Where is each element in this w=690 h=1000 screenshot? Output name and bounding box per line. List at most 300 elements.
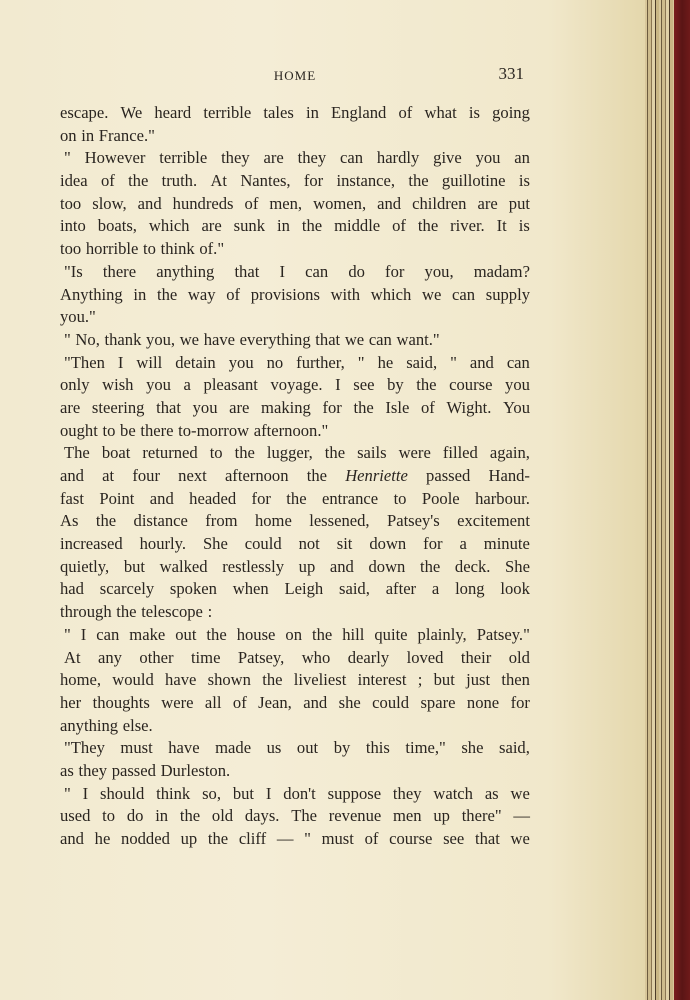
- word: of: [398, 103, 413, 122]
- word: for: [303, 171, 324, 191]
- word: middle: [334, 216, 381, 236]
- word: but: [433, 670, 455, 690]
- word: sails: [357, 443, 387, 463]
- word: She: [202, 534, 228, 554]
- word: have: [165, 670, 197, 690]
- word: Point: [99, 488, 135, 508]
- word: which: [370, 284, 412, 304]
- word: be: [120, 420, 136, 440]
- word: Durleston.: [160, 760, 231, 780]
- word: time: [190, 647, 221, 667]
- word: fast: [60, 488, 84, 508]
- word: there: [140, 420, 174, 440]
- word: could: [372, 692, 410, 712]
- word: the: [156, 284, 178, 304]
- word: we: [344, 329, 365, 349]
- word: look: [500, 579, 530, 599]
- word: do: [126, 806, 144, 826]
- word: had: [60, 579, 84, 599]
- word: in: [305, 103, 319, 122]
- word: have: [168, 738, 200, 758]
- word: made: [215, 738, 252, 758]
- word: I: [265, 783, 272, 803]
- word: were: [161, 692, 194, 712]
- word: old: [211, 806, 234, 826]
- word: we: [179, 329, 200, 349]
- word: Nantes,: [240, 171, 291, 191]
- word: can: [452, 284, 476, 304]
- word: just: [466, 670, 491, 690]
- word: As: [60, 511, 79, 531]
- word: a: [431, 579, 440, 599]
- word: you: [475, 148, 501, 168]
- word: she: [338, 692, 361, 712]
- word: out: [296, 738, 319, 758]
- word: and: [469, 352, 494, 372]
- word: Anything: [60, 284, 123, 304]
- word: of: [100, 171, 115, 191]
- word: up: [433, 806, 450, 826]
- word: the: [234, 443, 255, 463]
- word: on: [285, 624, 302, 644]
- word: watch: [433, 783, 473, 803]
- word: any: [98, 647, 122, 667]
- word: to-morrow: [178, 420, 250, 440]
- word: to: [143, 239, 156, 259]
- word: liveliest: [293, 670, 347, 690]
- word: who: [301, 647, 331, 667]
- word: of: [244, 193, 259, 213]
- word: else.: [122, 715, 153, 735]
- word: excitement: [457, 511, 530, 531]
- word: :: [207, 602, 213, 622]
- word: women,: [313, 193, 367, 213]
- word: further,: [296, 352, 345, 372]
- text-line: [60, 488, 530, 511]
- word: Patsey's: [386, 511, 440, 531]
- word: in: [133, 284, 147, 304]
- word: wish: [102, 375, 134, 395]
- text-line: [60, 624, 530, 647]
- word: as: [484, 783, 499, 803]
- word: afternoon.": [253, 420, 329, 440]
- word: guillotine: [441, 171, 506, 191]
- text-line: [60, 805, 530, 828]
- text-line: [60, 737, 530, 760]
- word: you,: [424, 261, 454, 281]
- word: everything: [239, 329, 311, 349]
- word: ": [304, 829, 311, 848]
- text-line: [60, 102, 530, 125]
- word: that: [234, 261, 260, 281]
- word: can: [305, 261, 329, 281]
- word: there: [102, 261, 137, 281]
- word: with: [330, 284, 361, 304]
- word: minute: [483, 534, 530, 554]
- word: the: [179, 806, 201, 826]
- word: "They: [64, 738, 105, 758]
- word: ": [357, 352, 365, 372]
- text-line: [60, 669, 530, 692]
- word: The: [64, 443, 90, 463]
- word: escape.: [60, 103, 109, 122]
- word: see: [443, 829, 465, 848]
- word: Hand-: [488, 466, 530, 485]
- word: can: [506, 352, 530, 372]
- word: they: [221, 148, 250, 168]
- word: would: [112, 670, 154, 690]
- word: think: [160, 239, 195, 259]
- word: on: [60, 125, 77, 145]
- word: home,: [60, 670, 102, 690]
- word: should: [100, 783, 145, 803]
- word: they: [78, 760, 108, 780]
- page-number: 331: [498, 64, 524, 83]
- word: but: [232, 783, 255, 803]
- text-line: [60, 193, 530, 216]
- word: scarcely: [99, 579, 155, 599]
- word: of.": [199, 239, 225, 259]
- word: can: [368, 329, 392, 349]
- word: Henriette: [345, 466, 408, 485]
- word: Leigh: [284, 579, 324, 599]
- word: Wight.: [446, 397, 492, 417]
- word: of: [364, 829, 379, 848]
- word: nodded: [121, 829, 170, 848]
- word: only: [60, 375, 90, 395]
- word: they: [392, 783, 422, 803]
- word: what: [424, 103, 457, 122]
- word: a: [459, 534, 467, 554]
- word: "Is: [64, 261, 83, 281]
- word: used: [60, 806, 91, 826]
- word: all: [204, 692, 222, 712]
- text-line: [60, 306, 530, 329]
- word: in: [155, 806, 169, 826]
- word: for: [385, 261, 405, 281]
- word: ": [64, 329, 71, 349]
- word: anything: [60, 715, 119, 735]
- word: for: [322, 397, 342, 417]
- word: don't: [283, 783, 316, 803]
- word: the: [207, 829, 229, 848]
- word: walked: [159, 556, 208, 576]
- word: increased: [60, 534, 123, 554]
- word: you: [192, 397, 218, 417]
- word: horrible: [85, 239, 139, 259]
- word: as: [60, 760, 74, 780]
- word: men,: [269, 193, 303, 213]
- word: must: [120, 738, 153, 758]
- word: boat: [101, 443, 131, 463]
- word: the: [116, 602, 137, 622]
- text-line: [60, 510, 530, 533]
- word: the: [353, 397, 374, 417]
- word: heard: [154, 103, 192, 122]
- word: down: [368, 556, 406, 576]
- word: but: [123, 556, 146, 576]
- word: next: [178, 466, 207, 485]
- word: in: [276, 216, 290, 236]
- word: of: [392, 216, 406, 236]
- word: the: [306, 466, 327, 485]
- word: passed: [426, 466, 471, 485]
- text-line: [60, 533, 530, 556]
- word: provisions: [250, 284, 320, 304]
- word: afternoon: [224, 466, 289, 485]
- word: again,: [489, 443, 530, 463]
- word: when: [232, 579, 269, 599]
- text-line: [60, 828, 530, 851]
- word: can: [96, 624, 120, 644]
- word: We: [120, 103, 143, 122]
- word: I: [117, 352, 124, 372]
- text-line: [60, 261, 530, 284]
- word: we: [422, 284, 442, 304]
- word: shown: [207, 670, 251, 690]
- text-line: [60, 647, 530, 670]
- word: of: [226, 284, 241, 304]
- word: said,: [499, 738, 530, 758]
- word: distance: [133, 511, 188, 531]
- text-line: [60, 601, 530, 624]
- word: long: [455, 579, 485, 599]
- word: quietly,: [60, 556, 110, 576]
- word: and: [329, 556, 354, 576]
- word: restlessly: [222, 556, 284, 576]
- word: Jean,: [258, 692, 292, 712]
- word: to: [209, 443, 223, 463]
- word: children: [412, 193, 467, 213]
- word: days.: [244, 806, 280, 826]
- word: you: [146, 375, 171, 395]
- word: course: [389, 829, 433, 848]
- word: No,: [75, 329, 100, 349]
- word: is: [468, 103, 480, 122]
- word: steering: [91, 397, 145, 417]
- word: see: [353, 375, 375, 395]
- text-line: [60, 329, 530, 352]
- word: I: [80, 624, 87, 644]
- text-line: [60, 397, 530, 420]
- word: the: [417, 216, 439, 236]
- word: to: [393, 488, 407, 508]
- word: and: [377, 193, 402, 213]
- text-line: [60, 465, 530, 488]
- word: to: [102, 806, 116, 826]
- word: ": [64, 783, 71, 803]
- word: out: [175, 624, 197, 644]
- word: are: [229, 397, 250, 417]
- word: are: [263, 148, 284, 168]
- word: and: [137, 193, 162, 213]
- word: the: [301, 216, 323, 236]
- running-head: HOME: [273, 68, 317, 83]
- word: voyage.: [270, 375, 323, 395]
- word: madam?: [473, 261, 530, 281]
- text-line: [60, 442, 530, 465]
- word: is: [518, 216, 530, 236]
- word: returned: [142, 443, 198, 463]
- word: of: [232, 692, 247, 712]
- word: have: [203, 329, 236, 349]
- word: are: [477, 193, 498, 213]
- word: Isle: [385, 397, 410, 417]
- word: by: [387, 375, 404, 395]
- word: are: [201, 216, 222, 236]
- word: Poole: [421, 488, 460, 508]
- word: spoken: [169, 579, 217, 599]
- word: she: [461, 738, 484, 758]
- word: for: [251, 488, 271, 508]
- word: a: [183, 375, 191, 395]
- word: of: [421, 397, 435, 417]
- word: not: [298, 534, 320, 554]
- word: then: [501, 670, 530, 690]
- word: ": [450, 352, 457, 372]
- word: terrible: [203, 103, 252, 122]
- word: men: [393, 806, 422, 826]
- word: we: [510, 829, 530, 848]
- word: telescope: [141, 602, 203, 622]
- word: us: [266, 738, 282, 758]
- word: the: [420, 556, 441, 576]
- word: must: [321, 829, 354, 848]
- word: idea: [60, 171, 88, 191]
- word: put: [508, 193, 530, 213]
- word: are: [60, 397, 81, 417]
- word: harbour.: [475, 488, 530, 508]
- word: the: [95, 511, 117, 531]
- word: their: [460, 647, 492, 667]
- word: the: [416, 375, 437, 395]
- word: down: [369, 534, 407, 554]
- text-line: [60, 760, 530, 783]
- word: at: [102, 466, 115, 485]
- word: from: [205, 511, 238, 531]
- word: and: [60, 829, 84, 848]
- word: that: [156, 397, 181, 417]
- word: hundreds: [172, 193, 234, 213]
- word: "Then: [64, 352, 105, 372]
- word: that: [474, 829, 500, 848]
- word: said,: [339, 579, 370, 599]
- word: other: [139, 647, 174, 667]
- word: way: [187, 284, 216, 304]
- word: the: [408, 171, 429, 191]
- word: I: [82, 783, 89, 803]
- word: She: [505, 556, 530, 576]
- word: pleasant: [203, 375, 258, 395]
- word: were: [398, 443, 431, 463]
- word: passed: [111, 760, 156, 780]
- word: river.: [450, 216, 485, 236]
- word: quite: [374, 624, 408, 644]
- word: hourly.: [139, 534, 186, 554]
- word: old: [508, 647, 530, 667]
- word: tales: [263, 103, 294, 122]
- word: suppose: [327, 783, 382, 803]
- word: cliff: [238, 829, 267, 848]
- word: anything: [156, 261, 215, 281]
- book-spine-edge: [645, 0, 690, 1000]
- word: and: [303, 692, 328, 712]
- word: lugger,: [266, 443, 313, 463]
- word: want.": [396, 329, 440, 349]
- body-text: [60, 102, 530, 851]
- word: supply: [485, 284, 530, 304]
- word: instance,: [336, 171, 396, 191]
- word: this: [365, 738, 390, 758]
- word: truth.: [161, 171, 198, 191]
- word: ought: [60, 420, 98, 440]
- word: home: [254, 511, 292, 531]
- word: plainly,: [417, 624, 467, 644]
- text-line: [60, 715, 530, 738]
- word: Patsey.": [476, 624, 530, 644]
- word: they: [297, 148, 327, 168]
- word: thoughts: [92, 692, 150, 712]
- word: house: [236, 624, 276, 644]
- word: we: [510, 783, 530, 803]
- word: —: [276, 829, 294, 848]
- word: spare: [420, 692, 456, 712]
- word: interest: [357, 670, 407, 690]
- word: At: [64, 647, 81, 667]
- word: you: [505, 375, 530, 395]
- text-line: [60, 578, 530, 601]
- text-line: [60, 556, 530, 579]
- word: lessened,: [309, 511, 370, 531]
- word: in: [81, 125, 95, 145]
- text-line: [60, 692, 530, 715]
- word: you,: [146, 329, 176, 349]
- word: can: [340, 148, 364, 168]
- word: four: [132, 466, 160, 485]
- word: and: [60, 466, 84, 485]
- word: for: [510, 692, 530, 712]
- word: However: [84, 148, 146, 168]
- word: ;: [417, 670, 423, 690]
- word: revenue: [328, 806, 382, 826]
- word: said,: [406, 352, 438, 372]
- word: ": [64, 148, 71, 168]
- word: —: [513, 806, 530, 826]
- word: up: [180, 829, 198, 848]
- word: the: [128, 171, 149, 191]
- word: none: [466, 692, 500, 712]
- word: after: [385, 579, 417, 599]
- word: sit: [336, 534, 353, 554]
- text-line: [60, 783, 530, 806]
- word: her: [60, 692, 82, 712]
- word: You: [503, 397, 530, 417]
- word: boats,: [97, 216, 137, 236]
- text-line: [60, 170, 530, 193]
- text-line: [60, 147, 530, 170]
- word: going: [492, 103, 530, 122]
- word: an: [514, 148, 530, 168]
- word: which: [148, 216, 190, 236]
- word: into: [60, 216, 86, 236]
- word: thank: [104, 329, 142, 349]
- word: the: [324, 443, 346, 463]
- word: Patsey,: [237, 647, 285, 667]
- word: dearly: [347, 647, 390, 667]
- word: could: [244, 534, 282, 554]
- word: slow,: [92, 193, 127, 213]
- word: is: [518, 171, 530, 191]
